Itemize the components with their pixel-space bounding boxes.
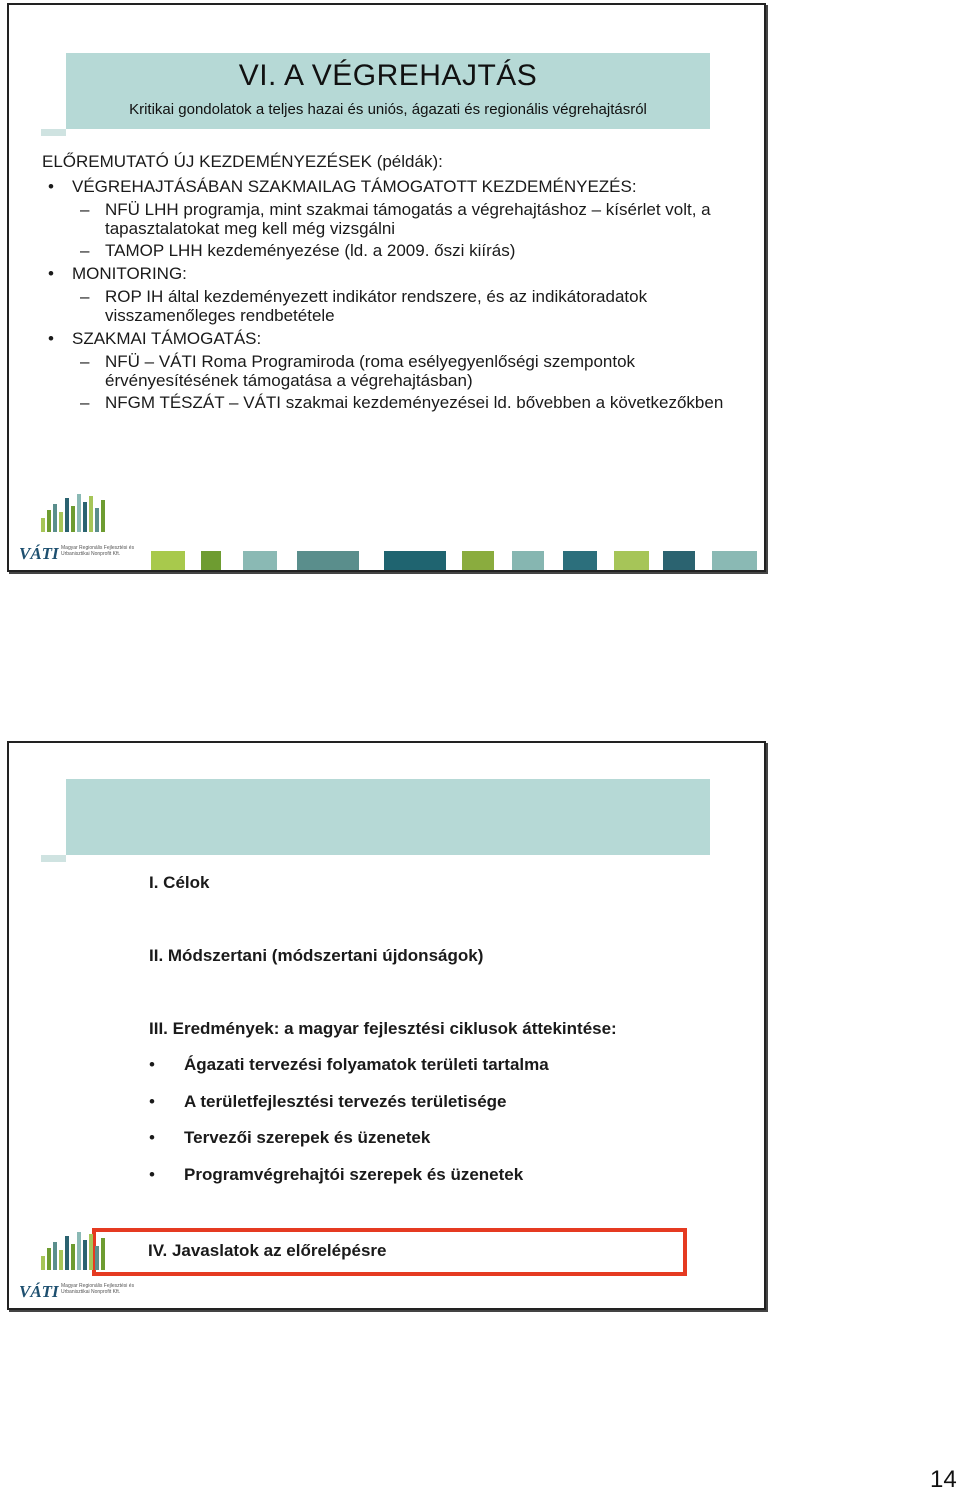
- sub-bullet-item: [42, 287, 744, 325]
- agenda-item: III. Eredmények: a magyar fejlesztési ciklusok áttekintése:: [149, 1019, 617, 1038]
- bullet-icon: •: [149, 1165, 155, 1184]
- bar-logo-icon: [39, 1230, 109, 1276]
- color-square: [201, 551, 221, 570]
- color-square: [663, 551, 695, 570]
- section-heading: ELŐREMUTATÓ ÚJ KEZDEMÉNYEZÉSEK (példák):: [42, 152, 443, 171]
- sub-bullet-item: [42, 200, 744, 238]
- bullet-icon: •: [48, 329, 54, 348]
- bullet-item: [42, 177, 744, 196]
- agenda-item: II. Módszertani (módszertani újdonságok): [149, 946, 484, 965]
- bullet-icon: •: [149, 1128, 155, 1147]
- slide-1: [7, 3, 766, 572]
- color-square: [243, 551, 277, 570]
- slide-footer: [9, 492, 764, 570]
- slide-title: VI. A VÉGREHAJTÁS: [238, 59, 538, 92]
- banner-accent: [41, 129, 66, 136]
- bullet-item: [42, 264, 744, 283]
- agenda-item-highlighted: IV. Javaslatok az előrelépésre: [148, 1241, 387, 1260]
- vati-logo-subtext: Magyar Regionális Fejlesztési és Urbanisztikai Nonprofit Kft.: [61, 1283, 135, 1295]
- agenda-sub-text: A területfejlesztési tervezés területisége: [184, 1092, 507, 1111]
- slide-content: [42, 152, 744, 415]
- bullet-icon: •: [48, 177, 54, 196]
- color-square: [297, 551, 359, 570]
- color-square: [563, 551, 597, 570]
- color-square: [512, 551, 544, 570]
- title-banner: [66, 779, 710, 855]
- vati-logo-subtext: Magyar Regionális Fejlesztési és Urbanisztikai Nonprofit Kft.: [61, 545, 135, 557]
- banner-accent: [41, 855, 66, 862]
- bullet-text: MONITORING:: [72, 264, 187, 283]
- title-banner: [66, 53, 710, 129]
- page-number: 14: [930, 1466, 957, 1493]
- color-square: [614, 551, 649, 570]
- sub-bullet-text: NFGM TÉSZÁT – VÁTI szakmai kezdeményezései ld. bővebben a következőkben: [105, 393, 724, 412]
- dash-icon: –: [80, 200, 90, 219]
- bullet-text: VÉGREHAJTÁSÁBAN SZAKMAILAG TÁMOGATOTT KEZDEMÉNYEZÉS:: [72, 177, 637, 196]
- sub-bullet-text: NFÜ LHH programja, mint szakmai támogatás a végrehajtáshoz – kísérlet volt, a tapasztalatokat meg kell még vizsgálni: [105, 200, 711, 238]
- sub-bullet-item: [42, 352, 744, 390]
- sub-bullet-text: ROP IH által kezdeményezett indikátor rendszere, és az indikátoradatok visszamenőleges rendbetétele: [105, 287, 648, 325]
- dash-icon: –: [80, 393, 90, 412]
- slide-2: [7, 741, 766, 1310]
- sub-bullet-text: NFÜ – VÁTI Roma Programiroda (roma esélyegyenlőségi szempontok érvényesítésének támogatása a végrehajtásban): [105, 352, 636, 390]
- agenda-item: I. Célok: [149, 873, 210, 892]
- vati-logo: VÁTI: [19, 1282, 59, 1301]
- color-square: [712, 551, 757, 570]
- bullet-text: SZAKMAI TÁMOGATÁS:: [72, 329, 262, 348]
- vati-logo: VÁTI: [19, 544, 59, 563]
- bullet-item: [42, 329, 744, 348]
- dash-icon: –: [80, 287, 90, 306]
- sub-bullet-item: [42, 393, 744, 412]
- color-square: [462, 551, 494, 570]
- color-square: [151, 551, 185, 570]
- bullet-icon: •: [149, 1055, 155, 1074]
- slide-subtitle: Kritikai gondolatok a teljes hazai és uniós, ágazati és regionális végrehajtásról: [129, 101, 647, 118]
- agenda-sub-text: Tervezői szerepek és üzenetek: [184, 1128, 431, 1147]
- sub-bullet-item: [42, 241, 744, 260]
- bar-logo-icon: [39, 492, 109, 538]
- color-square: [384, 551, 446, 570]
- dash-icon: –: [80, 352, 90, 371]
- bullet-icon: •: [48, 264, 54, 283]
- color-squares: [151, 551, 761, 570]
- sub-bullet-text: TAMOP LHH kezdeményezése (ld. a 2009. őszi kiírás): [105, 241, 516, 260]
- bullet-icon: •: [149, 1092, 155, 1111]
- slide-footer: [9, 1230, 764, 1308]
- agenda-sub-text: Programvégrehajtói szerepek és üzenetek: [184, 1165, 524, 1184]
- agenda-sub-text: Ágazati tervezési folyamatok területi tartalma: [184, 1055, 549, 1074]
- dash-icon: –: [80, 241, 90, 260]
